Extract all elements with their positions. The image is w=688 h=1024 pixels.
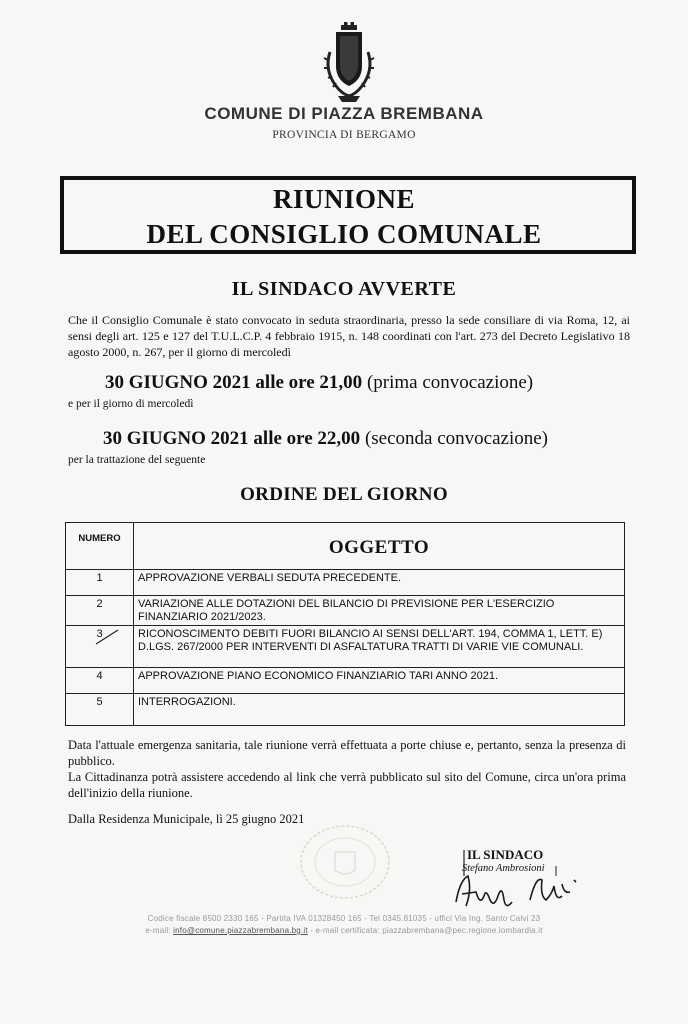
official-stamp-icon: [290, 822, 400, 902]
footer-email-link[interactable]: info@comune.piazzabrembana.bg.it: [173, 926, 308, 935]
table-header-row: [66, 523, 625, 570]
footer-pec: - e-mail certificata: piazzabrembana@pec.regione.lombardia.it: [310, 926, 543, 935]
table-row: [66, 596, 625, 626]
agenda-table: [65, 522, 625, 726]
pen-mark-icon: [94, 628, 120, 646]
prima-convocazione-data: 30 GIUGNO 2021 alle ore 21,00: [105, 372, 363, 393]
prima-convocazione-tipo: (prima convocazione): [366, 372, 534, 393]
notice-title: RIUNIONE: [272, 184, 416, 214]
header-numero: NUMERO: [66, 523, 134, 570]
place-date: Dalla Residenza Municipale, lì 25 giugno 2021: [68, 812, 305, 826]
footer-email-line: [0, 926, 688, 935]
item-subject: APPROVAZIONE VERBALI SEDUTA PRECEDENTE.: [134, 570, 625, 596]
header-oggetto: OGGETTO: [134, 523, 625, 570]
item-number-cell: [66, 626, 134, 668]
prima-convocazione-nota: e per il giorno di mercoledì: [68, 398, 194, 410]
ordine-del-giorno-heading: ORDINE DEL GIORNO: [240, 484, 448, 505]
comune-name: COMUNE DI PIAZZA BREMBANA: [204, 104, 484, 123]
item-subject: RICONOSCIMENTO DEBITI FUORI BILANCIO AI SENSI DELL'ART. 194, COMMA 1, LETT. E) D.LGS. 267/2000 PER INTERVENTI DI ASFALTATURA TRATTI DI VARIE VIE COMUNALI.: [134, 626, 625, 668]
item-subject: APPROVAZIONE PIANO ECONOMICO FINANZIARIO TARI ANNO 2021.: [134, 668, 625, 694]
provincia-name: PROVINCIA DI BERGAMO: [272, 129, 416, 141]
signatory-role: IL SINDACO: [467, 847, 544, 862]
table-row: [66, 694, 625, 726]
table-row: [66, 626, 625, 668]
item-number: 1: [66, 570, 134, 596]
seconda-convocazione: [103, 428, 548, 450]
item-subject: VARIAZIONE ALLE DOTAZIONI DEL BILANCIO DI PREVISIONE PER L'ESERCIZIO FINANZIARIO 2021/2023.: [134, 596, 625, 626]
emergenza-note: Data l'attuale emergenza sanitaria, tale riunione verrà effettuata a porte chiuse e, pertanto, senza la presenza di pubblico.: [68, 738, 626, 768]
avvertenza-heading: IL SINDACO AVVERTE: [231, 278, 457, 300]
municipal-crest-icon: [320, 22, 378, 104]
signatory-name: Stefano Ambrosioni: [462, 863, 545, 874]
link-note: La Cittadinanza potrà assistere accedendo al link che verrà pubblicato sul sito del Comune, circa un'ora prima dell'inizio della riunione.: [68, 770, 626, 800]
item-subject: INTERROGAZIONI.: [134, 694, 625, 726]
table-row: [66, 668, 625, 694]
item-number: 5: [66, 694, 134, 726]
handwritten-signature-icon: [450, 866, 590, 914]
item-number: 3: [96, 628, 103, 640]
notice-subtitle: DEL CONSIGLIO COMUNALE: [146, 219, 542, 249]
footer-email-label: e-mail:: [145, 926, 171, 935]
intro-paragraph: Che il Consiglio Comunale è stato convocato in seduta straordinaria, presso la sede consiliare di via Roma, 12, ai sensi degli art. 125 e 127 del T.U.L.C.P. 4 febbraio 1915, n. 148 coordinati con l'art. 273 del Decreto Legislativo 18 agosto 2000, n. 267, per il giorno di mercoledì: [68, 313, 630, 359]
item-number: 2: [66, 596, 134, 626]
seconda-convocazione-nota: per la trattazione del seguente: [68, 454, 206, 466]
item-number: 4: [66, 668, 134, 694]
table-row: [66, 570, 625, 596]
seconda-convocazione-data: 30 GIUGNO 2021 alle ore 22,00: [103, 428, 361, 449]
footer-contacts: Codice fiscale 8500 2330 165 - Partita IVA 01328450 165 - Tel 0345.81035 - uffici Via Ing. Santo Calvi 23: [147, 914, 541, 923]
seconda-convocazione-tipo: (seconda convocazione): [364, 428, 548, 449]
prima-convocazione: [105, 372, 533, 394]
